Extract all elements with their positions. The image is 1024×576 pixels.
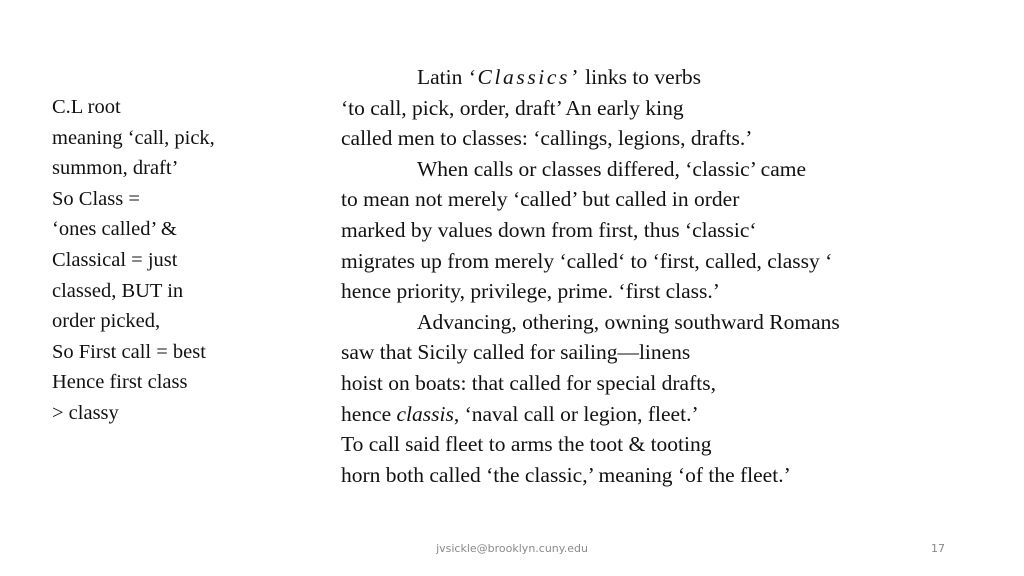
poem-line-1	[341, 62, 981, 93]
classis-word: classis	[396, 401, 454, 426]
poem-line-7: migrates up from merely ‘called‘ to ‘first, called, classy ‘	[341, 248, 833, 273]
poem-line-1-before: Latin	[417, 65, 468, 89]
poem-line-4: When calls or classes differed, ‘classic’ came	[417, 156, 807, 181]
sidebar-note-line: So Class =	[52, 187, 140, 210]
sidebar-note-line: ‘ones called’ &	[52, 218, 177, 241]
poem-line-10: saw that Sicily called for sailing—linens	[341, 340, 691, 365]
poem-line-9: Advancing, othering, owning southward Romans	[417, 309, 840, 334]
sidebar-note-line: order picked,	[52, 310, 161, 333]
footer-email: jvsickle@brooklyn.cuny.edu	[436, 542, 588, 555]
sidebar-note-line: Hence first class	[52, 371, 188, 394]
poem-line-8: hence priority, privilege, prime. ‘first class.’	[341, 279, 720, 304]
sidebar-note-line: classed, BUT in	[52, 279, 184, 302]
poem-line-3: called men to classes: ‘callings, legions, drafts.’	[341, 126, 753, 151]
classics-word: ‘Classics’	[467, 65, 580, 89]
poem-line-12-before: hence	[341, 401, 397, 426]
poem-line-1-after: links to verbs	[579, 65, 701, 89]
sidebar-note-line: So First call = best	[52, 340, 206, 363]
sidebar-note-line: meaning ‘call, pick,	[52, 126, 215, 149]
poem-line-11: hoist on boats: that called for special drafts,	[341, 370, 716, 395]
poem-body	[341, 62, 981, 490]
sidebar-note	[52, 92, 292, 429]
sidebar-note-line: C.L root	[52, 96, 121, 118]
poem-line-14: horn both called ‘the classic,’ meaning ‘of the fleet.’	[341, 462, 791, 487]
poem-line-5: to mean not merely ‘called’ but called in order	[341, 187, 740, 212]
poem-line-2: ‘to call, pick, order, draft’ An early king	[341, 95, 684, 120]
sidebar-note-line: > classy	[52, 401, 119, 424]
poem-line-6: marked by values down from first, thus ‘classic‘	[341, 217, 757, 242]
sidebar-note-line: summon, draft’	[52, 157, 179, 180]
poem-line-13: To call said fleet to arms the toot & tooting	[341, 432, 712, 457]
poem-line-12-after: , ‘naval call or legion, fleet.’	[453, 401, 699, 426]
sidebar-note-line: Classical = just	[52, 248, 178, 271]
page-number: 17	[931, 542, 945, 555]
poem-line-12	[341, 399, 981, 430]
